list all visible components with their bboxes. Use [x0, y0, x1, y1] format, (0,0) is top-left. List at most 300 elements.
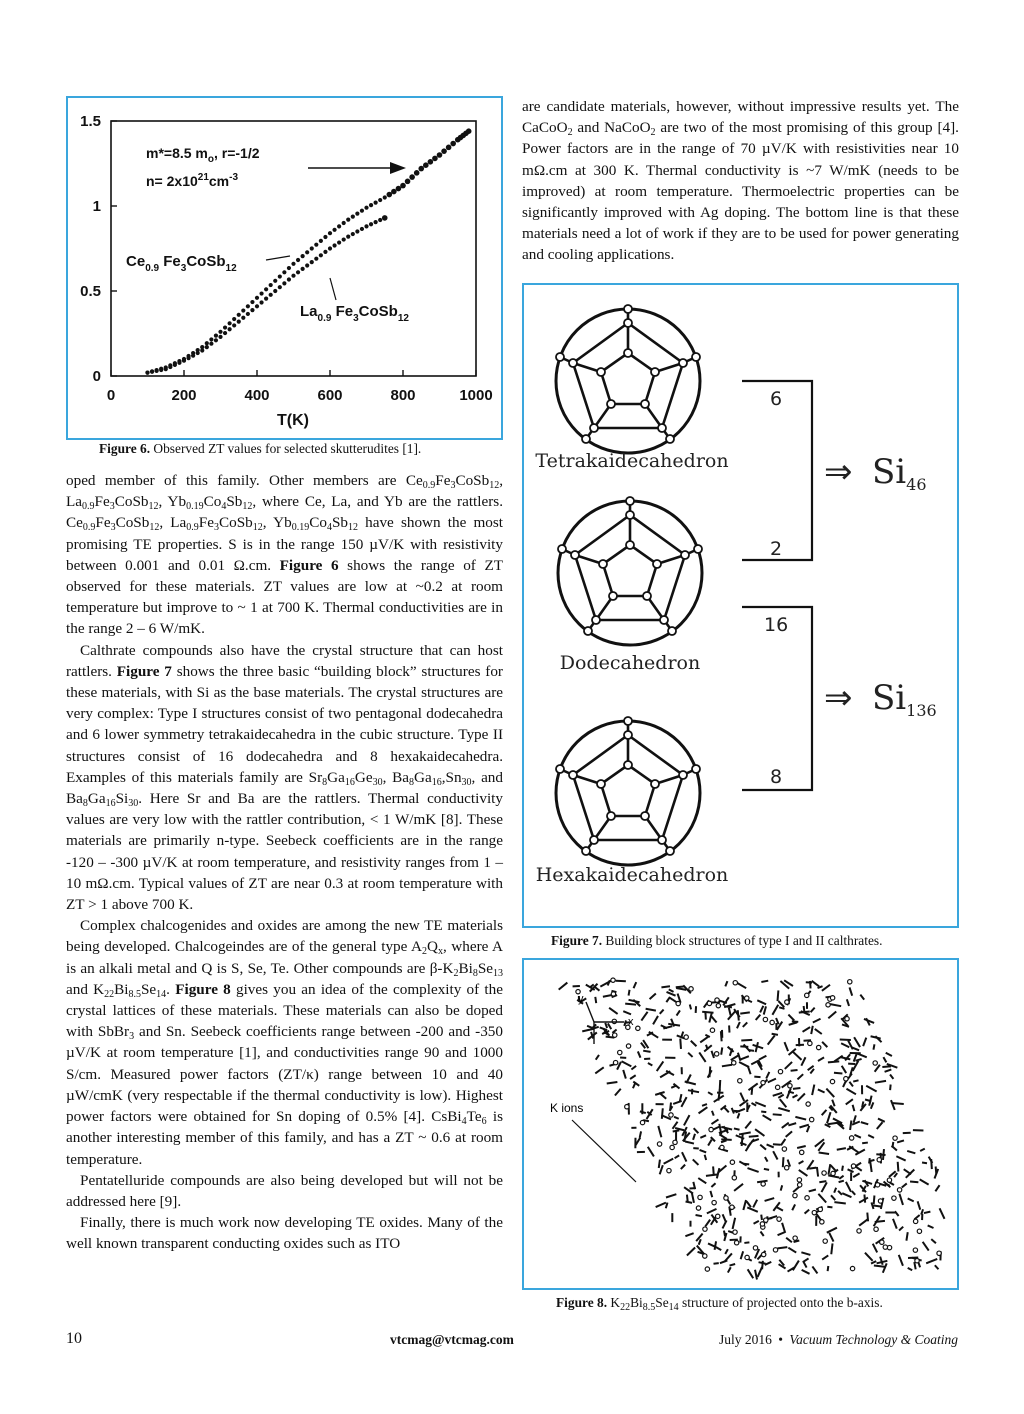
data-point-la — [314, 257, 318, 261]
lattice-bond — [691, 1041, 697, 1047]
data-point-la — [232, 323, 236, 327]
lattice-bond — [631, 1066, 636, 1070]
lattice-atom — [897, 1188, 901, 1192]
lattice-bond — [788, 1248, 796, 1253]
lattice-bond — [700, 1135, 706, 1137]
lattice-atom — [788, 1084, 792, 1088]
lattice-atom — [775, 1085, 779, 1089]
lattice-atom — [777, 1217, 781, 1221]
left-column-text: oped member of this family. Other members are $Ce_{0.9}Fe_3CoSb_{12}$, $La_{0.9}Fe_3CoSb_{12}$, $Yb_{0.19}Co_4Sb_{12}$, where Ce, La, and Yb are the rattlers. $Ce_{0.9}Fe_3CoSb_{12}$, $La_{0.9}Fe_3CoSb_{12}$, $Yb_{0.19}Co_4Sb_{12}$ have shown the most promising TE properties. S is in the range 150 µV/K with resistivity between 0.001 and 0.01 Ω.cm. Figure 6 shows the range of ZT observed for these materials. ZT values are low at ~0.2 at room temperature but improve to ~ 1 at 700 K. Thermal conductivities are in the range 2 – 6 W/mK. Calthrate compounds also have the crystal structure that can host rattlers. Figure 7 shows the three basic “building block” structures for these materials, with Si as the base materials. The crystal structures are very complex: Type I structures consist of two pentagonal dodecahedra and 6 lower symmetry tetrakaidecahedra in the cubic structure. Type II structures consist of 16 dodecahedra and 8 hexakaidecahedra. Examples of this materials family are $Sr_8Ga_{16}Ge_{30}$, $Ba_8Ga_{16},Sn_{30}$, and $Ba_8Ga_{16}Si_{30}$. Here Sr and Ba are the rattlers. Thermal conductivity values are very low with the rattler contribution, < 1 W/mK [8]. These materials are primarily n-type. Seebeck coefficients are in the range -120 – -300 µV/K at room temperature, and resistivity ranges from 1 – 10 mΩ.cm. Typical values of ZT are near 0.3 at room temperature with ZT > 1 above 700 K. Complex chalcogenides and oxides are among the new TE materials being developed. Chalcogeindes are of the general type $A_2Q_x$, where A is an alkali metal and Q is S, Se, Te. Other compounds are $\beta-K_2Bi_8Se_{13}$ and $K_{22}Bi_{8.5}Se_{14}$. Figure 8 gives you an idea of the complexity of the crystal lattices of these materials. These materials can also be doped with SbBr$_3$ and Sn. Seebeck coefficients range between -200 and -350 µV/K at room temperature [1], and conductivities range 90 and 1000 S/cm. Measured power factors (ZT/κ) range between 10 and 40 µW/cmK (very respectable if the thermal conductivity is low). Highest power factors were obtained for Sn doping of 0.5% [4]. $CsBi_4Te_6$ is another interesting member of this family, and has a ZT ~ 0.6 at room temperature. Pentatelluride compounds are also being developed but will not be addressed here [9]. Finally, there is much work now developing TE oxides. Many of the well known transparent conducting oxides such as ITO — [66, 472, 504, 1253]
lattice-bond — [780, 1099, 787, 1107]
data-point-la — [346, 235, 350, 239]
lattice-bond — [762, 1261, 763, 1269]
data-point-la — [173, 363, 177, 367]
lattice-bond — [902, 1183, 907, 1187]
k-ions-label: K ions — [550, 1101, 584, 1115]
lattice-bond — [772, 1034, 778, 1035]
y-tick-label: 0 — [92, 368, 101, 385]
lattice-bond — [721, 1127, 732, 1130]
lattice-bond — [864, 1195, 865, 1203]
data-point-ce — [328, 231, 332, 235]
axis-y-line — [586, 1002, 594, 1022]
lattice-atom — [915, 1259, 919, 1263]
lattice-bond — [827, 1228, 837, 1233]
footer-journal — [719, 1332, 958, 1348]
data-point-la — [241, 316, 245, 320]
lattice-bond — [669, 989, 674, 991]
lattice-bond — [797, 1074, 803, 1079]
figure-6-caption: Figure 6. Observed ZT values for selected skutterudites [1]. — [99, 441, 422, 456]
lattice-bond — [740, 1093, 744, 1101]
lattice-atom — [830, 1079, 834, 1083]
lattice-bond — [890, 1075, 893, 1079]
lattice-bond — [922, 1162, 927, 1163]
data-point-ce — [405, 179, 411, 185]
annotation-density: $n= 2x10^{21}cm^{-3}$ — [146, 172, 239, 189]
data-point-la — [323, 250, 327, 254]
lattice-bond — [596, 1055, 599, 1060]
data-point-la — [342, 237, 346, 241]
x-tick-label: 200 — [171, 387, 197, 404]
lattice-bond — [818, 1089, 825, 1092]
lattice-bond — [935, 1265, 939, 1269]
lattice-atom — [703, 1254, 707, 1258]
data-point-ce — [305, 250, 309, 254]
data-point-ce — [374, 201, 378, 205]
lattice-bond — [709, 1067, 710, 1078]
data-point-la — [205, 345, 209, 349]
lattice-atom — [613, 1060, 617, 1064]
lattice-bond — [842, 1066, 846, 1073]
data-point-ce — [378, 198, 382, 202]
data-point-ce — [360, 209, 364, 213]
lattice-bond — [693, 1134, 695, 1140]
lattice-bond — [661, 1025, 667, 1028]
lattice-bond — [674, 1117, 679, 1119]
lattice-bond — [784, 1042, 788, 1051]
lattice-bond — [658, 1126, 661, 1137]
lattice-bond — [928, 1225, 934, 1228]
lattice-bond — [608, 1023, 611, 1029]
lattice-bond — [821, 1182, 826, 1192]
figure-6-chart — [68, 98, 501, 438]
data-point-ce — [428, 159, 434, 165]
lattice-bond — [638, 1051, 641, 1057]
lattice-atom — [830, 996, 834, 1000]
lattice-atom — [878, 1199, 882, 1203]
data-point-ce — [400, 183, 406, 189]
lattice-bond — [764, 1006, 766, 1014]
lattice-bond — [702, 1012, 713, 1013]
lattice-bond — [830, 1004, 841, 1006]
lattice-atom — [705, 1267, 709, 1271]
annotation-mass: m*=8.5 $m_o$, r=-1/2 — [146, 145, 260, 165]
lattice-bond — [868, 1135, 874, 1138]
lattice-bond — [650, 993, 656, 999]
lattice-bond — [798, 1094, 805, 1101]
data-point-ce — [205, 341, 209, 345]
lattice-atom — [673, 1140, 677, 1144]
lattice-atom — [733, 981, 737, 985]
lattice-bond — [624, 1020, 626, 1025]
lattice-atom — [611, 992, 615, 996]
lattice-bond — [741, 1040, 752, 1041]
x-tick-label: 0 — [106, 387, 116, 404]
lattice-atom — [917, 1229, 921, 1233]
lattice-bond — [754, 1077, 760, 1078]
data-point-la — [150, 370, 154, 374]
data-point-la — [319, 253, 323, 257]
lattice-bond — [793, 1088, 800, 1089]
axis-x-label: x — [628, 1016, 634, 1028]
count-8: 8 — [770, 766, 783, 788]
lattice-atom — [761, 1182, 765, 1186]
lattice-bond — [615, 1089, 621, 1096]
lattice-bond — [786, 1131, 792, 1137]
lattice-bond — [931, 1239, 936, 1243]
lattice-bond — [853, 1173, 859, 1177]
lattice-bond — [788, 1015, 794, 1021]
lattice-atom — [808, 1041, 812, 1045]
lattice-bond — [812, 1085, 814, 1096]
lattice-atom — [857, 1229, 861, 1233]
x-tick-label: 1000 — [459, 387, 493, 404]
lattice-bond — [728, 1012, 735, 1020]
lattice-bond — [828, 1061, 839, 1062]
lattice-atom — [793, 1236, 797, 1240]
lattice-bond — [730, 1264, 736, 1266]
lattice-bond — [781, 1139, 785, 1145]
data-point-la — [177, 361, 181, 365]
lattice-bond — [677, 1010, 680, 1015]
lattice-atom — [892, 1196, 896, 1200]
lattice-atom — [715, 998, 719, 1002]
lattice-bond — [782, 1123, 789, 1128]
data-point-la — [246, 312, 250, 316]
lattice-bond — [739, 1062, 749, 1067]
tetrakaidecahedron-label: Tetrakaidecahedron — [535, 450, 729, 472]
lattice-bond — [852, 1191, 855, 1195]
lattice-bond — [783, 1157, 784, 1167]
lattice-atom — [709, 1127, 713, 1131]
lattice-atom — [785, 1166, 789, 1170]
data-point-la — [273, 289, 277, 293]
lattice-bond — [702, 1104, 707, 1106]
lattice-bond — [802, 1270, 810, 1274]
figure-7-frame — [522, 283, 959, 928]
lattice-bond — [818, 1057, 824, 1061]
lattice-bond — [850, 987, 853, 995]
data-point-la — [269, 293, 273, 297]
lattice-bond — [782, 1223, 785, 1233]
lattice-bond — [766, 1072, 769, 1079]
lattice-bond — [734, 1184, 743, 1191]
lattice-bond — [897, 1140, 904, 1142]
lattice-bond — [681, 1097, 686, 1107]
lattice-bond — [859, 1219, 867, 1225]
lattice-bond — [822, 985, 830, 991]
lattice-bond — [656, 1203, 666, 1207]
lattice-bond — [899, 1194, 903, 1205]
lattice-bond — [754, 1221, 759, 1224]
lattice-bond — [822, 1255, 828, 1259]
lattice-bond — [625, 1004, 636, 1005]
lattice-bond — [847, 999, 849, 1006]
lattice-bond — [693, 1159, 699, 1164]
lattice-bond — [871, 1261, 876, 1263]
lattice-bond — [826, 1089, 834, 1097]
data-point-ce — [310, 246, 314, 250]
lattice-bond — [805, 1210, 810, 1214]
lattice-atom — [732, 1061, 736, 1065]
lattice-bond — [721, 1139, 731, 1140]
lattice-bond — [793, 1052, 801, 1060]
lattice-bond — [641, 1012, 647, 1021]
lattice-bond — [772, 1005, 778, 1015]
lattice-bond — [741, 1251, 744, 1259]
footer-date: July 2016 — [719, 1332, 772, 1347]
lattice-bond — [834, 1188, 836, 1193]
lattice-atom — [676, 1001, 680, 1005]
data-point-la — [351, 232, 355, 236]
lattice-bond — [875, 1036, 881, 1042]
data-point-ce — [218, 330, 222, 334]
lattice-bond — [743, 1022, 747, 1026]
y-tick-label: 1 — [92, 198, 101, 215]
count-2: 2 — [770, 538, 783, 560]
lattice-atom — [782, 1147, 786, 1151]
lattice-bond — [787, 1088, 791, 1098]
lattice-bond — [852, 1047, 860, 1050]
lattice-atom — [851, 1164, 855, 1168]
lattice-atom — [893, 1136, 897, 1140]
lattice-bond — [660, 1010, 664, 1014]
lattice-bond — [731, 1055, 739, 1060]
lattice-bond — [700, 1037, 708, 1043]
lattice-atom — [710, 1028, 714, 1032]
lattice-bond — [724, 1253, 732, 1262]
lattice-bond — [837, 1148, 846, 1150]
data-point-la — [191, 354, 195, 358]
lattice-bond — [700, 1150, 707, 1153]
lattice-bond — [760, 1145, 766, 1150]
lattice-atom — [684, 1035, 688, 1039]
lattice-bond — [682, 1032, 684, 1037]
lattice-bond — [829, 1233, 833, 1242]
lattice-bond — [839, 1181, 844, 1182]
lattice-bond — [874, 1196, 875, 1205]
lattice-bond — [748, 1066, 751, 1074]
data-point-la — [218, 335, 222, 339]
data-point-ce — [450, 141, 456, 147]
lattice-bond — [799, 1170, 808, 1176]
lattice-bond — [778, 1108, 789, 1111]
lattice-bond — [743, 1200, 746, 1210]
lattice-bond — [559, 983, 568, 990]
lattice-bond — [883, 1057, 886, 1062]
lattice-atom — [738, 1079, 742, 1083]
lattice-bond — [893, 1103, 904, 1104]
lattice-bond — [662, 1108, 663, 1119]
lattice-bond — [657, 1061, 664, 1071]
lattice-bond — [875, 1221, 885, 1222]
data-point-ce — [259, 291, 263, 295]
data-point-la — [374, 220, 378, 224]
data-point-ce — [214, 334, 218, 338]
lattice-bond — [705, 1220, 710, 1227]
lattice-bond — [745, 1121, 751, 1128]
data-point-la — [200, 348, 204, 352]
lattice-bond — [924, 1212, 930, 1213]
lattice-bond — [661, 986, 670, 987]
lattice-bond — [708, 1092, 712, 1095]
lattice-bond — [882, 1066, 891, 1067]
lattice-bond — [873, 1044, 874, 1049]
figure-6-frame — [66, 96, 503, 440]
footer-journal-name: Vacuum Technology & Coating — [789, 1332, 958, 1347]
data-point-ce — [278, 274, 282, 278]
lattice-bond — [696, 1234, 702, 1242]
lattice-bond — [680, 1039, 681, 1049]
lattice-atom — [761, 1080, 765, 1084]
lattice-bond — [607, 1082, 618, 1084]
lattice-bond — [753, 1200, 757, 1208]
lattice-bond — [781, 1185, 783, 1190]
lattice-bond — [850, 1120, 851, 1130]
lattice-bond — [789, 1022, 797, 1024]
lattice-bond — [792, 1095, 797, 1098]
lattice-bond — [764, 1169, 769, 1170]
lattice-atom — [778, 1069, 782, 1073]
lattice-atom — [730, 1160, 734, 1164]
lattice-bond — [869, 1096, 871, 1106]
dodecahedron-label: Dodecahedron — [559, 652, 701, 674]
lattice-bond — [595, 1067, 603, 1073]
lattice-bond — [778, 990, 779, 1001]
lattice-bond — [755, 1129, 764, 1136]
si136-label: $Si_{136}$ — [872, 678, 937, 720]
lattice-bond — [890, 1084, 891, 1090]
lattice-bond — [705, 1155, 706, 1160]
lattice-bond — [666, 997, 670, 1002]
data-point-ce — [351, 215, 355, 219]
data-point-ce — [441, 148, 447, 154]
lattice-bond — [709, 1013, 711, 1022]
data-point-la — [337, 240, 341, 244]
lattice-bond — [803, 1258, 808, 1262]
figure-8-caption: Figure 8. $K_{22}Bi_{8.5}Se_{14}$ structure of projected onto the b-axis. — [556, 1295, 883, 1313]
lattice-bond — [646, 1009, 656, 1011]
lattice-bond — [834, 1202, 845, 1203]
lattice-bond — [595, 997, 596, 1003]
hexakaidecahedron-label: Hexakaidecahedron — [535, 864, 729, 886]
lattice-bond — [729, 1008, 731, 1016]
lattice-bond — [854, 1037, 860, 1047]
lattice-bond — [799, 1125, 808, 1128]
data-point-la — [305, 263, 309, 267]
lattice-bond — [721, 1047, 722, 1054]
lattice-atom — [611, 978, 615, 982]
lattice-bond — [918, 1201, 921, 1209]
lattice-bond — [875, 1081, 886, 1083]
lattice-bond — [819, 1181, 826, 1182]
lattice-bond — [760, 1006, 763, 1013]
lattice-bond — [675, 1155, 680, 1158]
lattice-bond — [629, 1000, 640, 1002]
lattice-bond — [828, 1266, 829, 1271]
lattice-bond — [788, 1123, 796, 1125]
count-6: 6 — [770, 388, 783, 410]
lattice-bond — [733, 1218, 736, 1229]
lattice-bond — [704, 1045, 712, 1051]
lattice-atom — [720, 1145, 724, 1149]
lattice-bond — [792, 1204, 795, 1210]
lattice-bond — [767, 1144, 774, 1147]
lattice-atom — [625, 1105, 629, 1109]
lattice-bond — [748, 1050, 754, 1051]
lattice-atom — [826, 1003, 830, 1007]
lattice-bond — [899, 1255, 903, 1266]
data-point-ce — [437, 152, 443, 158]
data-point-ce — [296, 258, 300, 262]
lattice-bond — [871, 1102, 874, 1108]
lattice-bond — [756, 1042, 758, 1052]
lattice-bond — [717, 1168, 720, 1178]
lattice-bond — [923, 1242, 929, 1251]
lattice-atom — [716, 1214, 720, 1218]
data-point-ce — [273, 279, 277, 283]
data-point-ce — [241, 308, 245, 312]
data-point-ce — [228, 321, 232, 325]
lattice-atom — [913, 1219, 917, 1223]
lattice-bond — [904, 1169, 911, 1174]
lattice-bond — [778, 1232, 785, 1235]
lattice-bond — [811, 1026, 813, 1034]
lattice-bond — [688, 1053, 692, 1057]
lattice-atom — [733, 1230, 737, 1234]
lattice-bond — [719, 1134, 726, 1138]
data-point-ce — [418, 166, 424, 172]
data-point-la — [155, 369, 159, 373]
lattice-bond — [891, 1100, 895, 1110]
lattice-atom — [770, 1020, 774, 1024]
data-point-ce — [319, 239, 323, 243]
lattice-atom — [640, 1120, 644, 1124]
lattice-atom — [696, 1206, 700, 1210]
lattice-bond — [832, 1100, 834, 1107]
lattice-bond — [699, 1239, 701, 1245]
right-column-top-text: are candidate materials, however, without impressive results yet. The CaCoO$_2$ and NaCoO$_2$ are two of the most promising of this group [4]. Power factors are in the range of 70 µV/K with resistivities near 10 mΩ.cm at 300 K. Thermal conductivity is ~7 W/mK (needs to be improved) at room temperature. Thermoelectric properties can be significantly improved with Ag doping. The bottom line is that these materials need a lot of work if they are to be used for power generating and cooling applications. — [522, 98, 959, 264]
lattice-atom — [845, 1017, 849, 1021]
lattice-atom — [636, 1026, 640, 1030]
lattice-atom — [937, 1251, 941, 1255]
lattice-bond — [846, 1182, 851, 1192]
lattice-bond — [854, 1135, 860, 1138]
footer-email: vtcmag@vtcmag.com — [390, 1332, 514, 1347]
data-point-ce — [383, 195, 387, 199]
lattice-bond — [609, 1008, 618, 1014]
lattice-bond — [720, 1080, 721, 1091]
lattice-atom — [913, 1248, 917, 1252]
lattice-atom — [712, 1200, 716, 1204]
lattice-bond — [664, 1159, 674, 1164]
data-point-la — [259, 300, 263, 304]
lattice-bond — [768, 1079, 776, 1083]
lattice-bond — [828, 1123, 839, 1125]
lattice-bond — [931, 1159, 932, 1169]
lattice-bond — [765, 1262, 772, 1265]
lattice-bond — [757, 1000, 766, 1004]
